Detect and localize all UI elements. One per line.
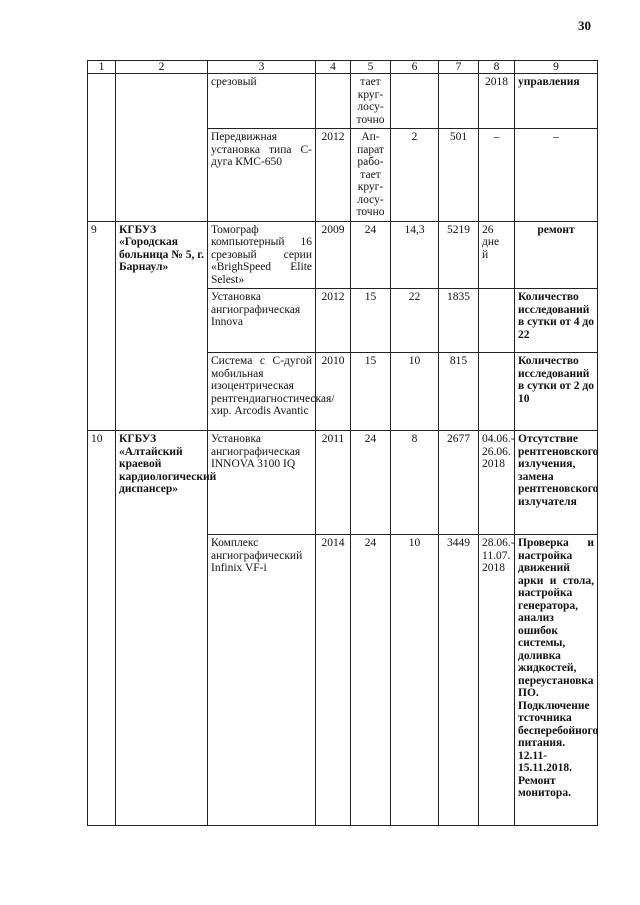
cell-hours: 24 <box>351 221 391 289</box>
cell-note: Количество исследований в сутки от 4 до 22 <box>515 289 598 353</box>
cell-org <box>116 74 208 222</box>
cell-downtime: – <box>479 129 515 222</box>
cell-note: Отсутствие рентгеновского излучения, замена рентгеновского излучателя <box>515 431 598 535</box>
cell-year: 2012 <box>316 289 351 353</box>
cell-equipment: срезовый <box>208 74 316 129</box>
col-header: 1 <box>88 61 116 74</box>
cell-year: 2014 <box>316 535 351 826</box>
cell-year: 2010 <box>316 353 351 431</box>
cell-load: 10 <box>391 353 439 431</box>
cell-count: 501 <box>439 129 479 222</box>
col-header: 6 <box>391 61 439 74</box>
cell-downtime <box>479 353 515 431</box>
cell-load: 8 <box>391 431 439 535</box>
col-header: 2 <box>116 61 208 74</box>
col-header: 7 <box>439 61 479 74</box>
cell-hours: 15 <box>351 289 391 353</box>
cell-num: 9 <box>88 221 116 431</box>
cell-downtime: 04.06.- 26.06. 2018 <box>479 431 515 535</box>
cell-note: – <box>515 129 598 222</box>
col-header: 4 <box>316 61 351 74</box>
cell-num <box>88 74 116 222</box>
header-row <box>88 61 598 74</box>
cell-count: 2677 <box>439 431 479 535</box>
cell-downtime: 28.06.- 11.07. 2018 <box>479 535 515 826</box>
cell-hours: 15 <box>351 353 391 431</box>
cell-hours: 24 <box>351 431 391 535</box>
cell-load <box>391 74 439 129</box>
cell-note: ремонт <box>515 221 598 289</box>
page-number: 30 <box>578 18 591 33</box>
cell-count: 5219 <box>439 221 479 289</box>
cell-year: 2011 <box>316 431 351 535</box>
cell-load: 2 <box>391 129 439 222</box>
cell-count: 815 <box>439 353 479 431</box>
cell-downtime <box>479 289 515 353</box>
cell-equipment: Система с С-дугой мобильная изоцентрическая рентгендиагностическая/хир. Arcodis Avantic <box>208 353 316 431</box>
table-row <box>88 431 598 535</box>
col-header: 8 <box>479 61 515 74</box>
cell-note: Количество исследований в сутки от 2 до 10 <box>515 353 598 431</box>
cell-equipment: Передвижная установка типа С-дуга КМС-650 <box>208 129 316 222</box>
cell-count: 1835 <box>439 289 479 353</box>
cell-num: 10 <box>88 431 116 826</box>
cell-equipment: Установка ангиографическая Innova <box>208 289 316 353</box>
cell-load: 14,3 <box>391 221 439 289</box>
cell-load: 10 <box>391 535 439 826</box>
col-header: 3 <box>208 61 316 74</box>
cell-hours: 24 <box>351 535 391 826</box>
cell-org: КГБУЗ «Алтайский краевой кардиологический диспансер» <box>116 431 208 826</box>
cell-hours: Ап- парат рабо- тает круг- лосу- точно <box>351 129 391 222</box>
cell-downtime: 2018 <box>479 74 515 129</box>
cell-org: КГБУЗ «Городская больница № 5, г. Барнаул» <box>116 221 208 431</box>
col-header: 5 <box>351 61 391 74</box>
cell-load: 22 <box>391 289 439 353</box>
cell-note: управления <box>515 74 598 129</box>
cell-note: Проверка и настройка движений арки и стола, настройка генератора, анализ ошибок системы, доливка жидкостей, переустановка ПО. Подключение тсточника бесперебойного питания. 12.11-15.11.2018. Ремонт монитора. <box>515 535 598 826</box>
cell-equipment: Комплекс ангиографический Infinix VF-i <box>208 535 316 826</box>
cell-count <box>439 74 479 129</box>
cell-downtime: 26 дне й <box>479 221 515 289</box>
cell-year <box>316 74 351 129</box>
cell-count: 3449 <box>439 535 479 826</box>
cell-equipment: Томограф компьютерный 16 срезовый серии «BrighSpeed Elite Selest» <box>208 221 316 289</box>
table-row <box>88 221 598 289</box>
cell-year: 2012 <box>316 129 351 222</box>
cell-hours: тает круг- лосу- точно <box>351 74 391 129</box>
table-row <box>88 74 598 129</box>
cell-year: 2009 <box>316 221 351 289</box>
cell-equipment: Установка ангиографическая INNOVA 3100 IQ <box>208 431 316 535</box>
col-header: 9 <box>515 61 598 74</box>
equipment-table <box>87 60 598 826</box>
